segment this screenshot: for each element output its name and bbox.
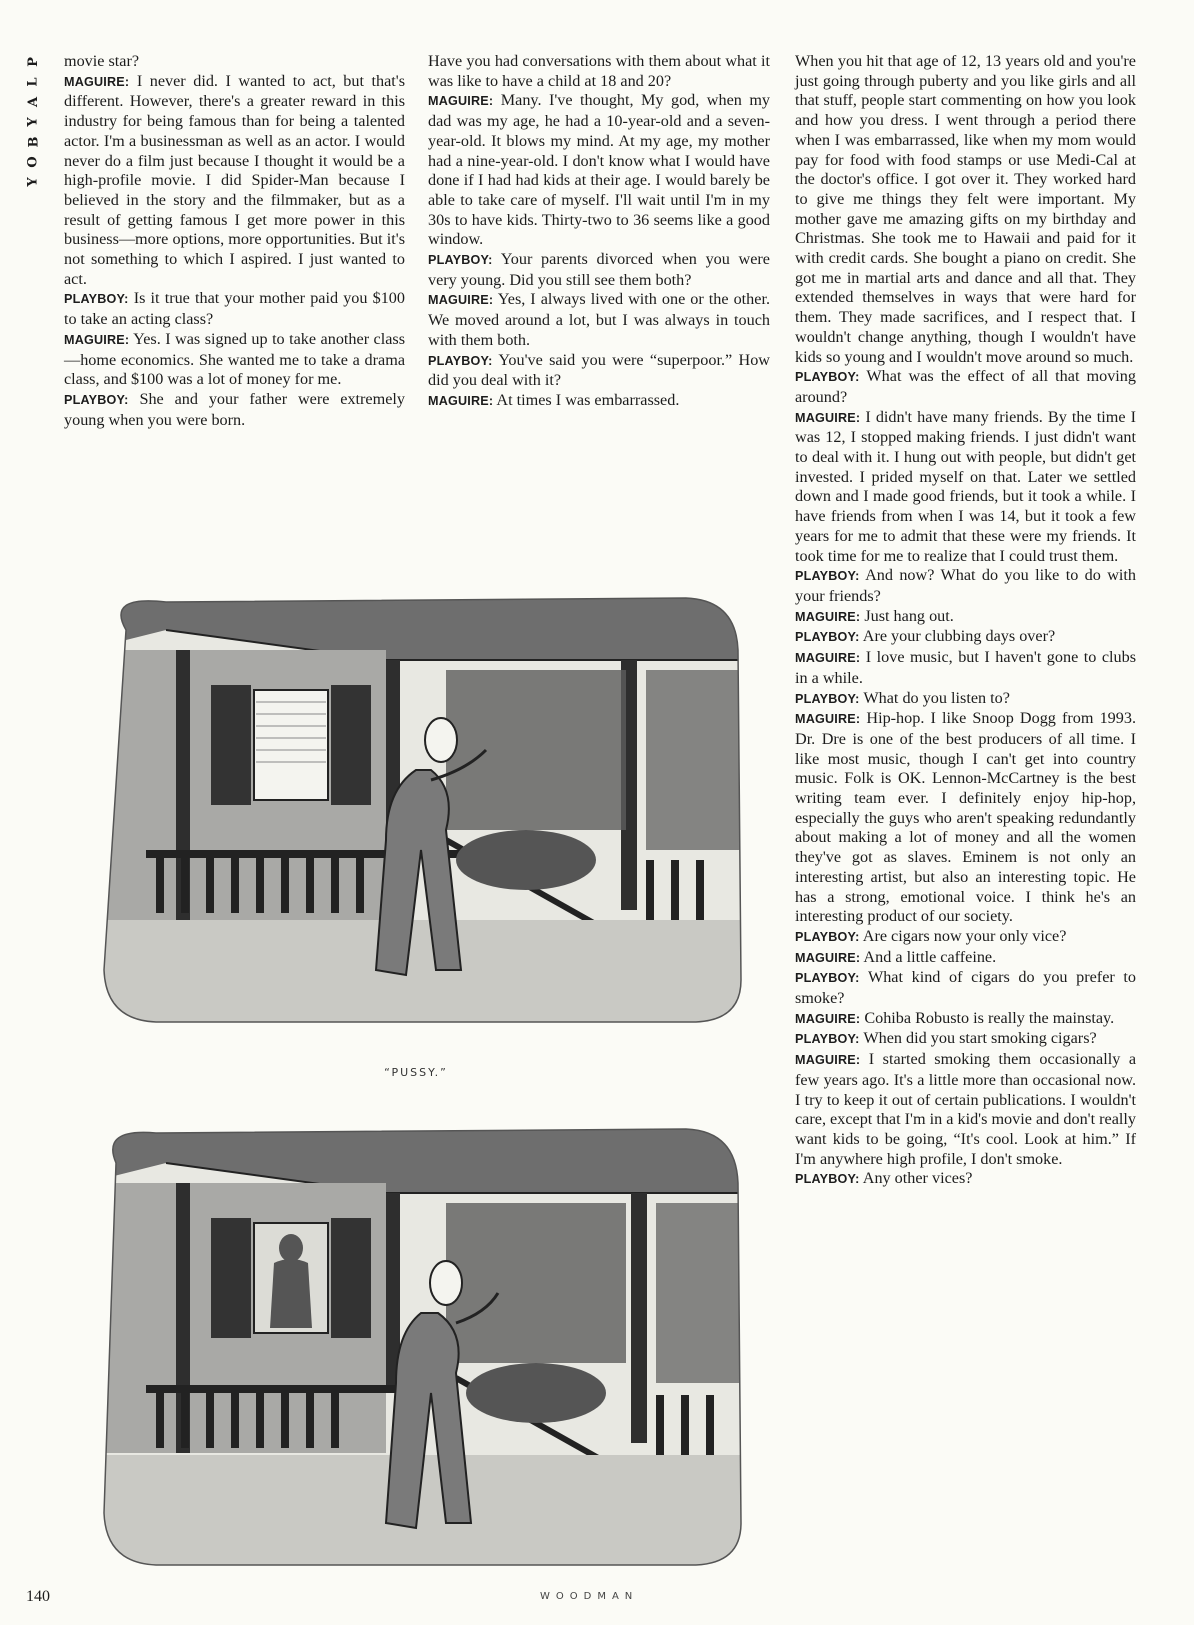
column-3: [795, 52, 1136, 1190]
interview-paragraph: [795, 948, 1136, 969]
paragraph-text: Yes, I always lived with one or the other. We moved around a lot, but I was always in touch with them both.: [428, 290, 770, 349]
speaker-label: PLAYBOY:: [428, 253, 493, 268]
side-label-letter: B: [26, 136, 41, 148]
side-label-letter: Y: [26, 117, 41, 127]
interview-paragraph: [428, 290, 770, 350]
cartoonist-signature: WOODMAN: [540, 1591, 639, 1602]
paragraph-text: At times I was embarrassed.: [496, 390, 680, 409]
speaker-label: PLAYBOY:: [428, 353, 493, 368]
paragraph-text: Cohiba Robusto is really the mainstay.: [864, 1008, 1115, 1027]
page-number: 140: [26, 1588, 50, 1605]
paragraph-text: What kind of cigars do you prefer to smoke?: [795, 968, 1136, 1008]
interview-paragraph: [64, 289, 405, 329]
paragraph-text: When did you start smoking cigars?: [863, 1029, 1097, 1048]
paragraph-text: What was the effect of all that moving around?: [795, 367, 1136, 406]
speaker-label: MAGUIRE:: [795, 410, 861, 425]
interview-paragraph: [795, 1009, 1136, 1030]
interview-paragraph: [64, 52, 405, 72]
interview-paragraph: [795, 607, 1136, 628]
interview-paragraph: [795, 927, 1136, 948]
interview-paragraph: [428, 91, 770, 250]
paragraph-text: Are cigars now your only vice?: [862, 926, 1067, 945]
speaker-label: MAGUIRE:: [428, 94, 494, 109]
paragraph-text: You've said you were “superpoor.” How did you deal with it?: [428, 350, 770, 390]
interview-paragraph: [795, 408, 1136, 567]
speaker-label: MAGUIRE:: [795, 609, 861, 624]
interview-paragraph: [795, 709, 1136, 927]
speaker-label: PLAYBOY:: [795, 1172, 860, 1187]
column-1: [64, 52, 405, 430]
interview-paragraph: [795, 627, 1136, 648]
cartoon-caption: “PUSSY.”: [384, 1066, 448, 1079]
speaker-label: MAGUIRE:: [428, 293, 494, 308]
paragraph-text: Many. I've thought, My god, when my dad was my age, he had a 10-year-old and a seven-year-old. It blows my mind. At my age, my mother had a nine-year-old. I don't know what I would have done if I had had kids at their age. I would barely be able to take care of myself. I'll wait until I'm in my 30s to have kids. Thirty-two to 36 seems like a good window.: [428, 91, 771, 249]
paragraph-text: Yes. I was signed up to take another class—home economics. She wanted me to take a drama class, and $100 was a lot of money for me.: [64, 329, 406, 389]
paragraph-text: Hip-hop. I like Snoop Dogg from 1993. Dr. Dre is one of the best producers of all time. I like most music, though I can't get into country music. Folk is OK. Lennon-McCartney is the best writing team ever. I definitely enjoy hip-hop, especially the guys who aren't speaking redundantly about making a lot of money and all the women they've got as slaves. Eminem is not only an interesting artist, but also an interesting topic. He has a strong, emotional voice. I think he's an interesting product of our society.: [795, 709, 1137, 926]
cartoon-panel-1: [86, 590, 746, 1030]
side-label-letter: A: [26, 96, 41, 108]
paragraph-text: When you hit that age of 12, 13 years old and you're just going through puberty and you like girls and all that stuff, people start commenting on how you look and how you dress. I went through a period there when I was embarrassed, like when my mom would pay for food with food stamps or use Medi-Cal at the doctor's office. I got over it. They worked hard to give me things they felt were important. My mother gave me amazing gifts on my birthday and Christmas. She took me to Hawaii and paid for it with credit cards. She bought a piano on credit. She got me in martial arts and dance and all that. They extended themselves in ways that were hard for them. They made sacrifices, and I respect that. I wouldn't change anything, though I wouldn't have kids so young and I wouldn't move around so much.: [795, 52, 1136, 366]
interview-paragraph: [795, 367, 1136, 407]
cartoon-panel-2: [86, 1123, 746, 1573]
speaker-label: MAGUIRE:: [64, 74, 130, 89]
paragraph-text: Are your clubbing days over?: [862, 627, 1056, 646]
interview-paragraph: [428, 391, 770, 412]
speaker-label: MAGUIRE:: [795, 950, 861, 965]
interview-paragraph: [795, 648, 1136, 688]
interview-paragraph: [64, 330, 405, 390]
speaker-label: MAGUIRE:: [64, 332, 130, 347]
speaker-label: PLAYBOY:: [795, 691, 860, 706]
interview-paragraph: [795, 689, 1136, 710]
speaker-label: MAGUIRE:: [428, 393, 494, 408]
side-label-letter: Y: [26, 177, 41, 187]
paragraph-text: I never did. I wanted to act, but that's different. However, there's a greater reward in this industry for being famous than for being a talented actor. I'm a businessman as well as an actor. I would never do a film just because I thought it would be a high-profile movie. I did Spider-Man because I believed in the story and the filmmaker, but as a result of getting famous I get more power in this business—more options, more opportunities. But it's not something to which I aspired. I just wanted to act.: [64, 71, 406, 288]
paragraph-text: And now? What do you like to do with your friends?: [795, 566, 1136, 605]
interview-paragraph: [795, 566, 1136, 606]
paragraph-text: Just hang out.: [864, 606, 954, 625]
interview-paragraph: [795, 1029, 1136, 1050]
speaker-label: PLAYBOY:: [64, 392, 129, 407]
speaker-label: MAGUIRE:: [795, 651, 861, 666]
interview-paragraph: [428, 52, 770, 91]
paragraph-text: Your parents divorced when you were very young. Did you still see them both?: [428, 250, 770, 289]
side-label: [26, 52, 42, 192]
paragraph-text: And a little caffeine.: [863, 947, 997, 966]
interview-paragraph: [795, 1169, 1136, 1190]
speaker-label: PLAYBOY:: [795, 971, 860, 986]
speaker-label: PLAYBOY:: [795, 929, 860, 944]
paragraph-text: Any other vices?: [862, 1169, 973, 1188]
speaker-label: PLAYBOY:: [64, 292, 129, 307]
interview-paragraph: [428, 351, 770, 391]
paragraph-text: Is it true that your mother paid you $100 to take an acting class?: [64, 289, 405, 329]
paragraph-text: Have you had conversations with them about what it was like to have a child at 18 and 20?: [428, 52, 770, 90]
side-label-letter: O: [25, 156, 41, 168]
interview-paragraph: [64, 390, 405, 430]
paragraph-text: I started smoking them occasionally a few years ago. It's a little more than occasional now. I try to keep it out of certain publications. I wouldn't care, except that I'm in a kid's movie and don't really want kids to be going, “It's cool. Look at him.” If I'm anywhere high profile, I don't smoke.: [795, 1050, 1136, 1168]
interview-paragraph: [64, 72, 405, 290]
side-label-letter: P: [26, 57, 41, 67]
paragraph-text: What do you listen to?: [863, 688, 1010, 707]
speaker-label: PLAYBOY:: [795, 630, 860, 645]
speaker-label: PLAYBOY:: [795, 370, 860, 385]
paragraph-text: I didn't have many friends. By the time I was 12, I stopped making friends. I just didn't want to deal with it. I hung out with people, but didn't get invested. I prided myself on that. Later we settled down and I made good friends, but it took a while. I have friends from when I was 14, but it took a few years for me to admit that these were my friends. It took time for me to realize that I could trust them.: [795, 407, 1136, 565]
speaker-label: PLAYBOY:: [795, 1032, 860, 1047]
paragraph-text: She and your father were extremely young when you were born.: [64, 389, 405, 429]
paragraph-text: I love music, but I haven't gone to clubs in a while.: [795, 648, 1137, 687]
speaker-label: MAGUIRE:: [795, 1011, 861, 1026]
side-label-letter: L: [25, 77, 41, 87]
interview-paragraph: [428, 250, 770, 290]
interview-paragraph: [795, 52, 1136, 367]
speaker-label: MAGUIRE:: [795, 1053, 861, 1068]
paragraph-text: movie star?: [64, 52, 140, 70]
speaker-label: MAGUIRE:: [795, 712, 861, 727]
interview-paragraph: [795, 968, 1136, 1008]
interview-paragraph: [795, 1050, 1136, 1169]
column-2: [428, 52, 770, 412]
speaker-label: PLAYBOY:: [795, 569, 860, 584]
